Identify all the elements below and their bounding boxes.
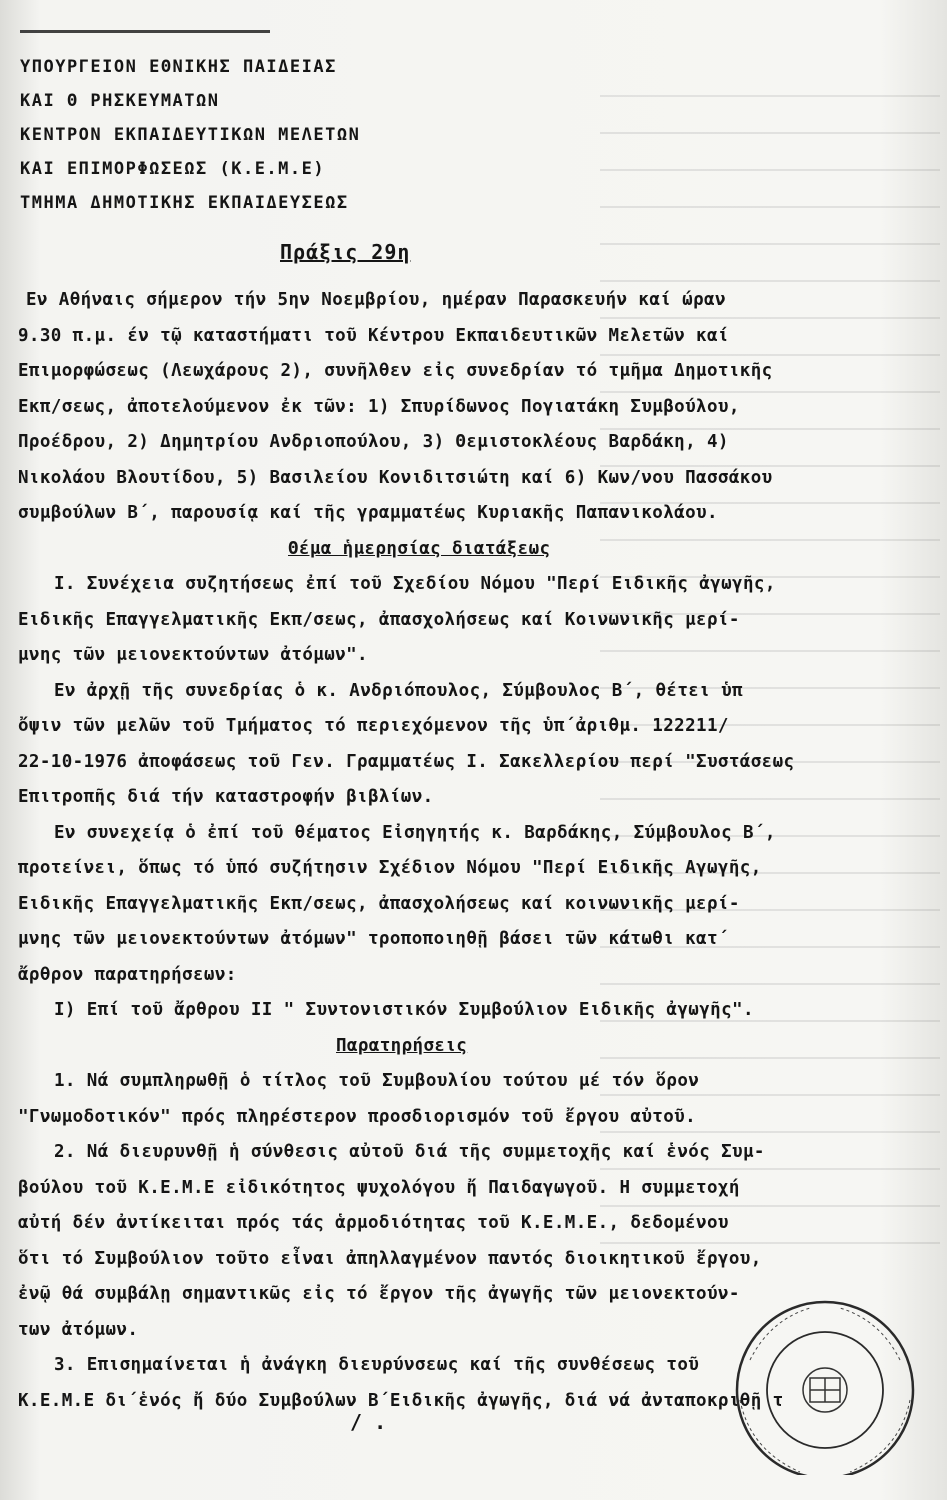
document-body [18,283,938,1419]
letterhead-line: ΤΜΗΜΑ ΔΗΜΟΤΙΚΗΣ ΕΚΠΑΙΔΕΥΣΕΩΣ [20,193,349,213]
text-line: Ειδικῆς Επαγγελματικῆς Εκπ/σεως, ἀπασχολήσεως καί κοινωνικῆς μερί- [18,893,740,914]
text-line: 22-10-1976 ἀποφάσεως τοῦ Γεν. Γραμματέως Ι. Σακελλερίου περί "Συστάσεως [18,751,795,772]
text-line: ἐνῷ θά συμβάλῃ σημαντικῶς εἰς τό ἔργον τῆς ἀγωγῆς τῶν μειονεκτούν- [18,1284,740,1304]
remarks-heading: Παρατηρήσεις [336,1035,468,1056]
text-line: Ι) Επί τοῦ ἄρθρου ΙΙ " Συντονιστικόν Συμβούλιον Ειδικῆς ἀγωγῆς". [54,1000,754,1020]
official-seal-stamp [710,1300,947,1475]
text-line: βούλου τοῦ Κ.Ε.Μ.Ε εἰδικότητος ψυχολόγου ἤ Παιδαγωγοῦ. Η συμμετοχή [18,1177,740,1198]
text-line: Επιτροπῆς διά τήν καταστροφήν βιβλίων. [18,787,434,807]
agenda-heading: Θέμα ἡμερησίας διατάξεως [288,538,551,559]
text-line: ὄψιν τῶν μελῶν τοῦ Τμήματος τό περιεχόμενον τῆς ὑπ΄ἀριθμ. 122211/ [18,716,729,736]
text-line: Προέδρου, 2) Δημητρίου Ανδριοπούλου, 3) Θεμιστοκλέους Βαρδάκη, 4) [18,432,729,452]
text-line: "Γνωμοδοτικόν" πρός πληρέστερον προσδιορισμόν τοῦ ἔργου αὐτοῦ. [18,1106,697,1127]
text-line: Εν ἀρχῇ τῆς συνεδρίας ὁ κ. Ανδριόπουλος, Σύμβουλος Β΄, θέτει ὑπ [54,680,743,701]
page-continuation-mark: / . [350,1410,387,1434]
text-line: 2. Νά διευρυνθῇ ἡ σύνθεσις αὐτοῦ διά τῆς συμμετοχῆς καί ἑνός Συμ- [54,1142,765,1162]
text-line: Ειδικῆς Επαγγελματικῆς Εκπ/σεως, ἀπασχολήσεως καί Κοινωνικῆς μερί- [18,609,740,630]
text-line: 3. Επισημαίνεται ἡ ἀνάγκη διευρύνσεως καί τῆς συνθέσεως τοῦ [54,1355,700,1375]
letterhead-line: ΚΑΙ ΕΠΙΜΟΡΦΩΣΕΩΣ (Κ.Ε.Μ.Ε) [20,159,326,179]
text-line: Νικολάου Βλουτίδου, 5) Βασιλείου Κονιδιτσιώτη καί 6) Κων/νου Πασσάκου [18,467,773,488]
letterhead [20,50,440,220]
text-line: Εν Αθήναις σήμερον τήν 5ην Νοεμβρίου, ημέραν Παρασκευήν καί ώραν [26,290,726,310]
text-line: των ἀτόμων. [18,1319,139,1340]
text-line: Επιμορφώσεως (Λεωχάρους 2), συνῆλθεν εἰς συνεδρίαν τό τμῆμα Δημοτικῆς [18,361,773,381]
text-line: 9.30 π.μ. έν τῷ καταστήματι τοῦ Κέντρου Εκπαιδευτικῶν Μελετῶν καί [18,325,729,346]
text-line: αὐτή δέν ἀντίκειται πρός τάς ἁρμοδιότητας τοῦ Κ.Ε.Μ.Ε., δεδομένου [18,1213,729,1233]
text-line: Εν συνεχείᾳ ὁ ἐπί τοῦ θέματος Εἰσηγητής κ. Βαρδάκης, Σύμβουλος Β΄, [54,822,776,843]
text-line: Κ.Ε.Μ.Ε δι΄ἑνός ἤ δύο Συμβούλων Β΄Ειδικῆς ἀγωγῆς, διά νά ἀνταποκριθῇ τ [18,1390,784,1411]
text-line: μνης τῶν μειονεκτούντων ἀτόμων" τροποποιηθῇ βάσει τῶν κάτωθι κατ΄ [18,929,729,949]
letterhead-line: ΥΠΟΥΡΓΕΙΟΝ ΕΘΝΙΚΗΣ ΠΑΙΔΕΙΑΣ [20,57,337,77]
text-line: προτείνει, ὅπως τό ὑπό συζήτησιν Σχέδιον Νόμου "Περί Ειδικῆς Αγωγῆς, [18,858,762,878]
text-line: Εκπ/σεως, ἀποτελούμενον ἐκ τῶν: 1) Σπυρίδωνος Πογιατάκη Συμβούλου, [18,396,740,417]
document-title: Πράξις 29η [280,240,411,264]
text-line: μνης τῶν μειονεκτούντων ἀτόμων". [18,645,368,665]
text-line: 1. Νά συμπληρωθῇ ὁ τίτλος τοῦ Συμβουλίου τούτου μέ τόν ὅρον [54,1071,700,1091]
text-line: Ι. Συνέχεια συζητήσεως ἐπί τοῦ Σχεδίου Νόμου "Περί Ειδικῆς ἀγωγῆς, [54,574,776,594]
text-line: ἄρθρον παρατηρήσεων: [18,964,237,985]
letterhead-line: ΚΕΝΤΡΟΝ ΕΚΠΑΙΔΕΥΤΙΚΩΝ ΜΕΛΕΤΩΝ [20,125,361,145]
header-rule [20,30,270,33]
letterhead-line: ΚΑΙ Θ ΡΗΣΚΕΥΜΑΤΩΝ [20,91,220,111]
text-line: ὅτι τό Συμβούλιον τοῦτο εἶναι ἀπηλλαγμένον παντός διοικητικοῦ ἔργου, [18,1248,762,1269]
text-line: συμβούλων Β΄, παρουσίᾳ καί τῆς γραμματέως Κυριακῆς Παπανικολάου. [18,503,718,523]
